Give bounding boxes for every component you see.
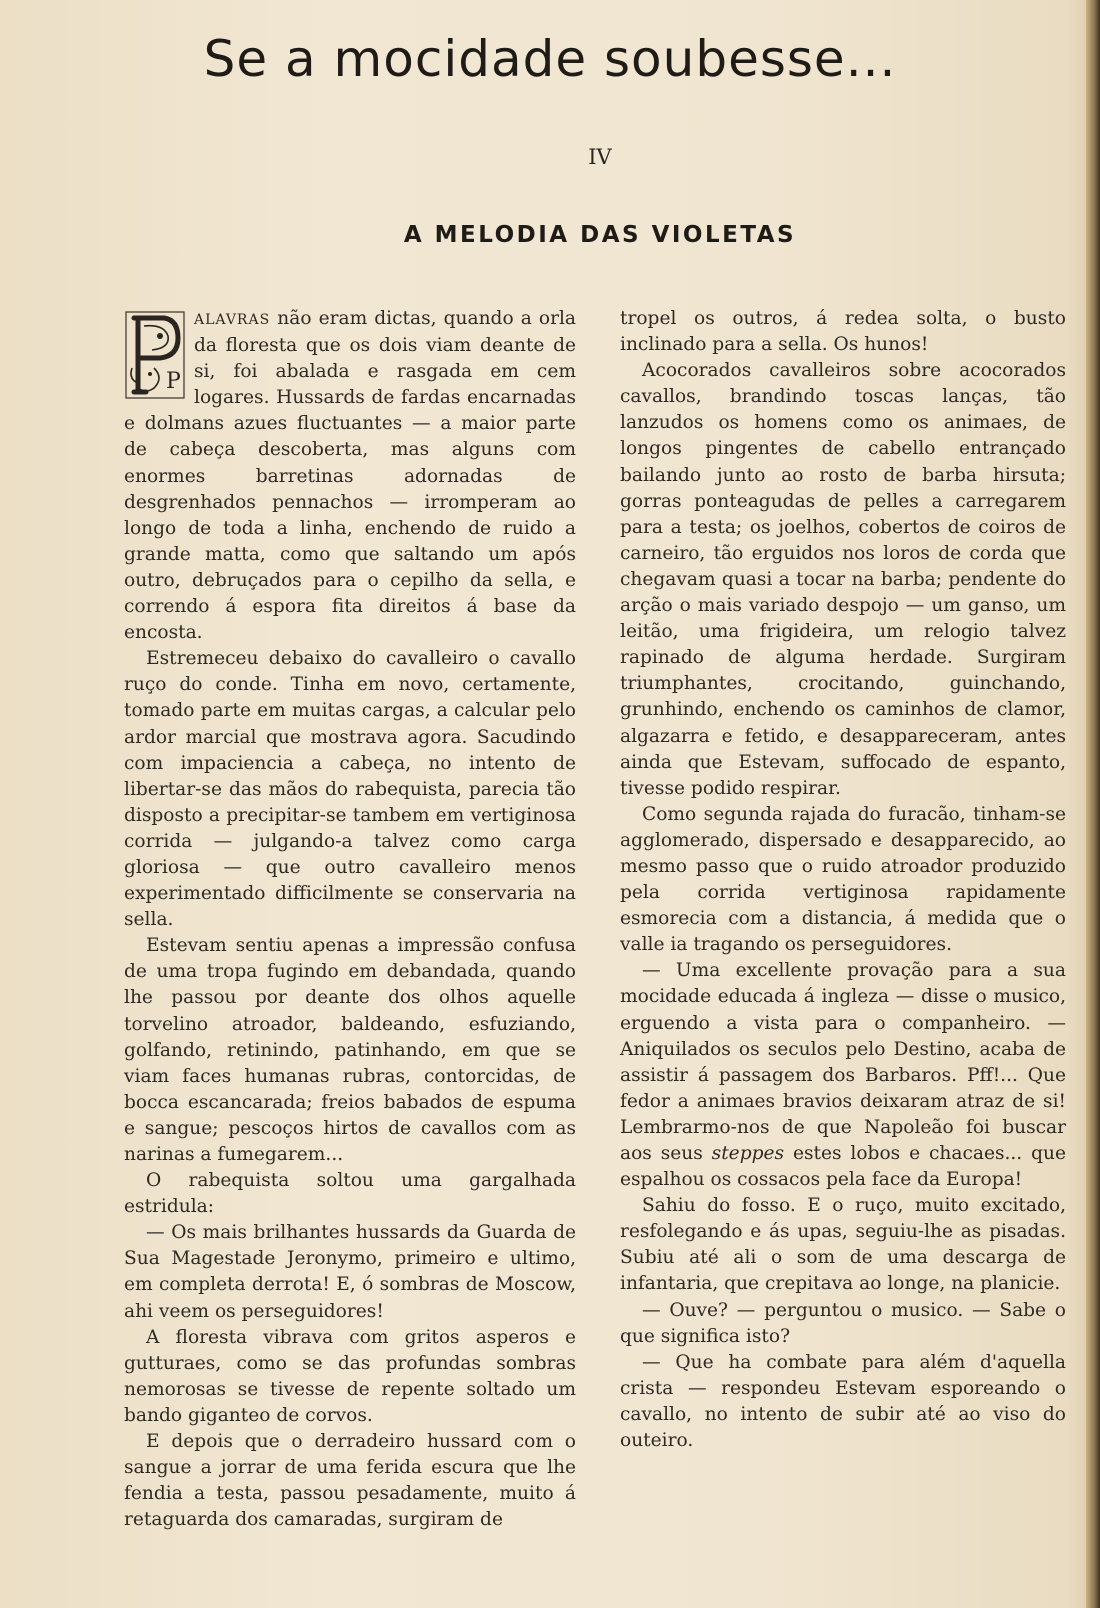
ornamental-initial-p-icon bbox=[124, 308, 186, 402]
italic-word: steppes bbox=[711, 1143, 785, 1164]
paragraph: tropel os outros, á redea solta, o busto inclinado para a sella. Os hunos! bbox=[620, 308, 1066, 356]
paragraph: E depois que o derradeiro hussard com o sangue a jorrar de uma ferida escura que lhe fendia a testa, passou pesadamente, muito á retaguarda dos camaradas, surgiram de bbox=[124, 1431, 576, 1531]
paragraph-text: não eram dictas, quando a orla da floresta que os dois viam deante de si, foi abalada e rasgada em cem logares. Hussards de fardas encarnadas e dolmans azues fluctuantes — a maior parte de cabeça descoberta, mas alguns com enormes barretinas adornadas de desgrenhados pennachos — irromperam ao longo de toda a linha, enchendo de ruido a grande matta, como que saltando um após outro, debruçados para o cepilho da sella, e correndo á espora fita direitos á base da encosta. bbox=[124, 308, 576, 644]
left-column bbox=[124, 306, 576, 1533]
page-title: Se a mocidade soubesse... bbox=[203, 30, 897, 88]
chapter-subtitle: A MELODIA DAS VIOLETAS bbox=[403, 222, 797, 248]
paragraph bbox=[124, 306, 576, 646]
paragraph: Estremeceu debaixo do cavalleiro o cavallo ruço do conde. Tinha em novo, certamente, tomado parte em muitas cargas, a calcular pelo ardor marcial que mostrava agora. Sacudindo com impaciencia a cabeça, no intento de libertar-se das mãos do rabequista, parecia tão disposto a precipitar-se tambem em vertiginosa corrida — julgando-a talvez como carga gloriosa — que outro cavalleiro menos experimentado difficilmente se conservaria na sella. bbox=[124, 648, 576, 931]
paragraph: Acocorados cavalleiros sobre acocorados cavallos, brandindo toscas lanças, tão lanzudos os homens como os animaes, de longos pingentes de cabello entrançado bailando junto ao rosto de barba hirsuta; gorras ponteagudas de pelles a carregarem para a testa; os joelhos, cobertos de coiros de carneiro, tão erguidos nos loros de corda que chegavam quasi a tocar na barba; pendente do arção o mais variado despojo — um ganso, um leitão, uma frigideira, um relogio talvez rapinado de alguma herdade. Surgiram triumphantes, crocitando, guinchando, grunhindo, enchendo os caminhos de clamor, algazarra e fetido, e desappareceram, antes ainda que Estevam, suffocado de espanto, tivesse podido respirar. bbox=[620, 360, 1066, 799]
paragraph-text: estes lobos e chacaes... que espalhou os cossacos pela face da Europa! bbox=[620, 1143, 1066, 1191]
paragraph bbox=[620, 958, 1066, 1193]
paragraph: O rabequista soltou uma gargalhada estridula: bbox=[124, 1170, 576, 1218]
paragraph: Estevam sentiu apenas a impressão confusa de uma tropa fugindo em debandada, quando lhe passou por deante dos olhos aquelle torvelino atroador, baldeando, esfuziando, golfando, retinindo, patinhando, em que se viam faces humanas rubras, contorcidas, de bocca escancarada; freios babados de espuma e sangue; pescoços hirtos de cavallos com as narinas a fumegarem... bbox=[124, 935, 576, 1165]
small-caps-word: ALAVRAS bbox=[194, 312, 271, 328]
right-column bbox=[620, 306, 1066, 1454]
paragraph-text: — Uma excellente provação para a sua mocidade educada á ingleza — disse o musico, erguendo a vista para o companheiro. — Aniquilados os seculos pelo Destino, acaba de assistir á passagem dos Barbaros. Pff!... Que fedor a animaes bravios deixaram atraz de si! Lembrarmo-nos de que Napoleão foi buscar aos seus bbox=[620, 960, 1066, 1164]
paragraph: — Ouve? — perguntou o musico. — Sabe o que significa isto? bbox=[620, 1299, 1066, 1347]
paragraph: — Os mais brilhantes hussards da Guarda de Sua Magestade Jeronymo, primeiro e ultimo, em completa derrota! E, ó sombras de Moscow, ahi veem os perseguidores! bbox=[124, 1222, 576, 1322]
paragraph: Sahiu do fosso. E o ruço, muito excitado, resfolegando e ás upas, seguiu-lhe as pisadas. Subiu até ali o som de uma descarga de infantaria, que crepitava ao longe, na planicie. bbox=[620, 1195, 1066, 1295]
svg-text:P: P bbox=[166, 369, 181, 394]
paragraph: A floresta vibrava com gritos asperos e gutturaes, como se das profundas sombras nemorosas se tivesse de repente soltado um bando giganteo de corvos. bbox=[124, 1326, 576, 1426]
paragraph: Como segunda rajada do furacão, tinham-se agglomerado, dispersado e desapparecido, ao mesmo passo que o ruido atroador produzido pela corrida vertiginosa rapidamente esmorecia com a distancia, á medida que o valle ia tragando os perseguidores. bbox=[620, 803, 1066, 956]
paragraph: — Que ha combate para além d'aquella crista — respondeu Estevam esporeando o cavallo, no intento de subir até ao viso do outeiro. bbox=[620, 1351, 1066, 1452]
chapter-number: IV bbox=[588, 145, 612, 169]
